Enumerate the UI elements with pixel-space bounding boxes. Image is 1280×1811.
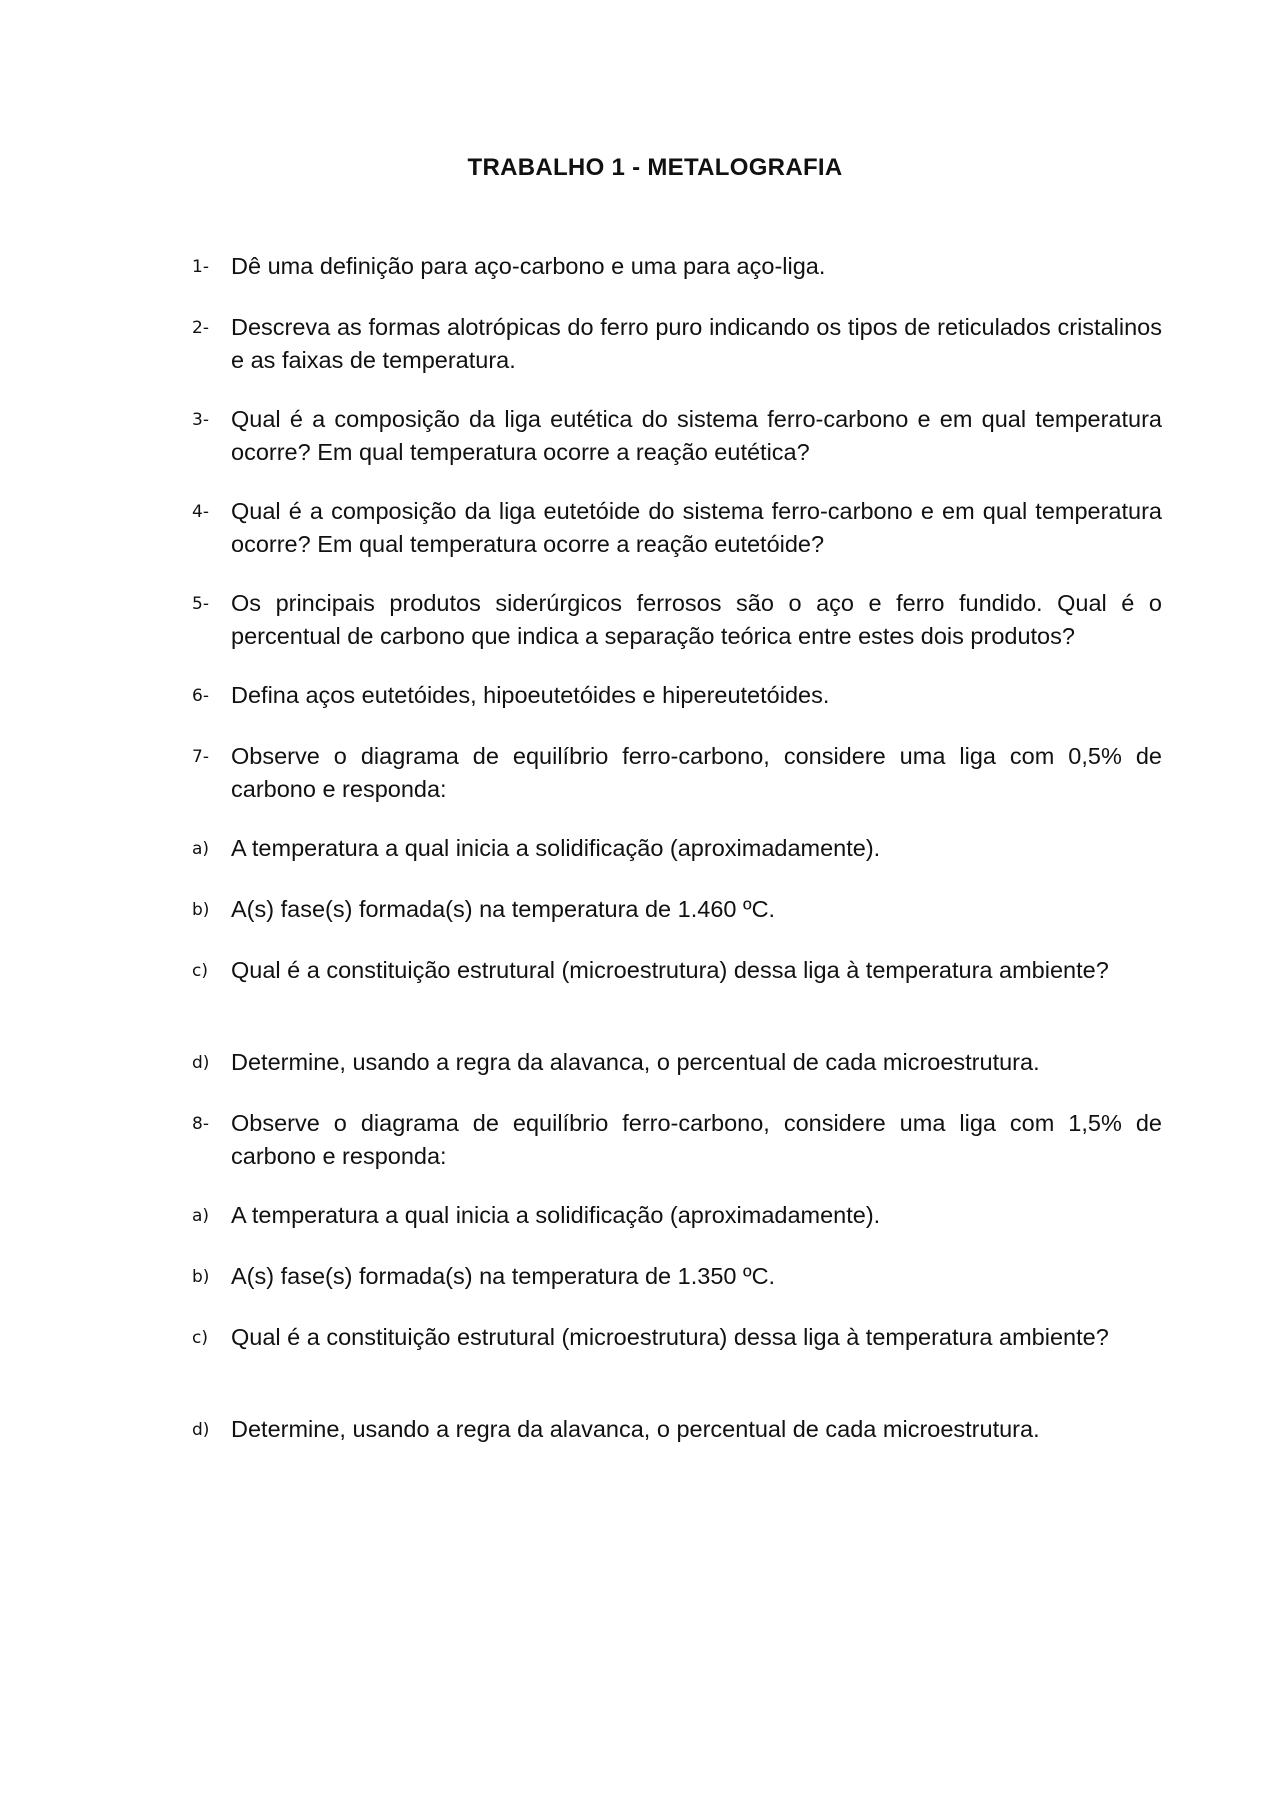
subquestion-marker: a) bbox=[192, 839, 210, 859]
question-8-b bbox=[192, 1260, 1162, 1294]
subquestion-marker: d) bbox=[192, 1420, 210, 1440]
question-marker: 6- bbox=[192, 686, 209, 706]
question-text: Dê uma definição para aço-carbono e uma para aço-liga. bbox=[231, 253, 826, 279]
question-marker: 1- bbox=[192, 257, 209, 277]
question-7-a bbox=[192, 832, 1162, 866]
question-marker: 3- bbox=[192, 410, 209, 430]
subquestion-marker: c) bbox=[192, 1328, 208, 1348]
subquestion-text: Determine, usando a regra da alavanca, o percentual de cada microestrutura. bbox=[231, 1049, 1040, 1075]
subquestion-text: Qual é a constituição estrutural (microestrutura) dessa liga à temperatura ambiente? bbox=[231, 957, 1109, 983]
subquestion-marker: d) bbox=[192, 1053, 210, 1073]
subquestion-text: Determine, usando a regra da alavanca, o percentual de cada microestrutura. bbox=[231, 1416, 1040, 1442]
question-marker: 8- bbox=[192, 1114, 209, 1134]
question-text: Qual é a composição da liga eutetóide do sistema ferro-carbono e em qual temperatura ocorre? Em qual temperatura ocorre a reação eutetóide? bbox=[231, 498, 1162, 557]
subquestion-text: A(s) fase(s) formada(s) na temperatura de 1.350 ºC. bbox=[231, 1263, 776, 1289]
question-7-d bbox=[192, 1046, 1162, 1080]
question-7-c bbox=[192, 954, 1162, 988]
subquestion-marker: b) bbox=[192, 1267, 210, 1287]
document-title: TRABALHO 1 - METALOGRAFIA bbox=[467, 154, 843, 181]
question-2 bbox=[192, 311, 1162, 377]
question-text: Os principais produtos siderúrgicos ferrosos são o aço e ferro fundido. Qual é o percentual de carbono que indica a separação teórica entre estes dois produtos? bbox=[231, 590, 1162, 649]
question-1 bbox=[192, 250, 1162, 284]
subquestion-text: A(s) fase(s) formada(s) na temperatura de 1.460 ºC. bbox=[231, 896, 776, 922]
question-6 bbox=[192, 679, 1162, 713]
subquestion-marker: c) bbox=[192, 961, 208, 981]
question-text: Observe o diagrama de equilíbrio ferro-carbono, considere uma liga com 1,5% de carbono e responda: bbox=[231, 1110, 1162, 1169]
question-7-b bbox=[192, 893, 1162, 927]
question-marker: 7- bbox=[192, 747, 209, 767]
question-3 bbox=[192, 403, 1162, 469]
question-text: Defina aços eutetóides, hipoeutetóides e hipereutetóides. bbox=[231, 682, 830, 708]
question-8-c bbox=[192, 1321, 1162, 1355]
subquestion-text: A temperatura a qual inicia a solidificação (aproximadamente). bbox=[231, 835, 881, 861]
subquestion-text: A temperatura a qual inicia a solidificação (aproximadamente). bbox=[231, 1202, 881, 1228]
question-7 bbox=[192, 740, 1162, 806]
subquestion-marker: a) bbox=[192, 1206, 210, 1226]
question-8 bbox=[192, 1107, 1162, 1173]
question-8-d bbox=[192, 1413, 1162, 1447]
question-text: Qual é a composição da liga eutética do sistema ferro-carbono e em qual temperatura ocorre? Em qual temperatura ocorre a reação eutética? bbox=[231, 406, 1162, 465]
question-4 bbox=[192, 495, 1162, 561]
question-marker: 2- bbox=[192, 318, 209, 338]
question-marker: 4- bbox=[192, 502, 209, 522]
question-8-a bbox=[192, 1199, 1162, 1233]
subquestion-marker: b) bbox=[192, 900, 210, 920]
question-text: Observe o diagrama de equilíbrio ferro-carbono, considere uma liga com 0,5% de carbono e responda: bbox=[231, 743, 1162, 802]
question-text: Descreva as formas alotrópicas do ferro puro indicando os tipos de reticulados cristalinos e as faixas de temperatura. bbox=[231, 314, 1162, 373]
subquestion-text: Qual é a constituição estrutural (microestrutura) dessa liga à temperatura ambiente? bbox=[231, 1324, 1109, 1350]
question-5 bbox=[192, 587, 1162, 653]
question-marker: 5- bbox=[192, 594, 209, 614]
